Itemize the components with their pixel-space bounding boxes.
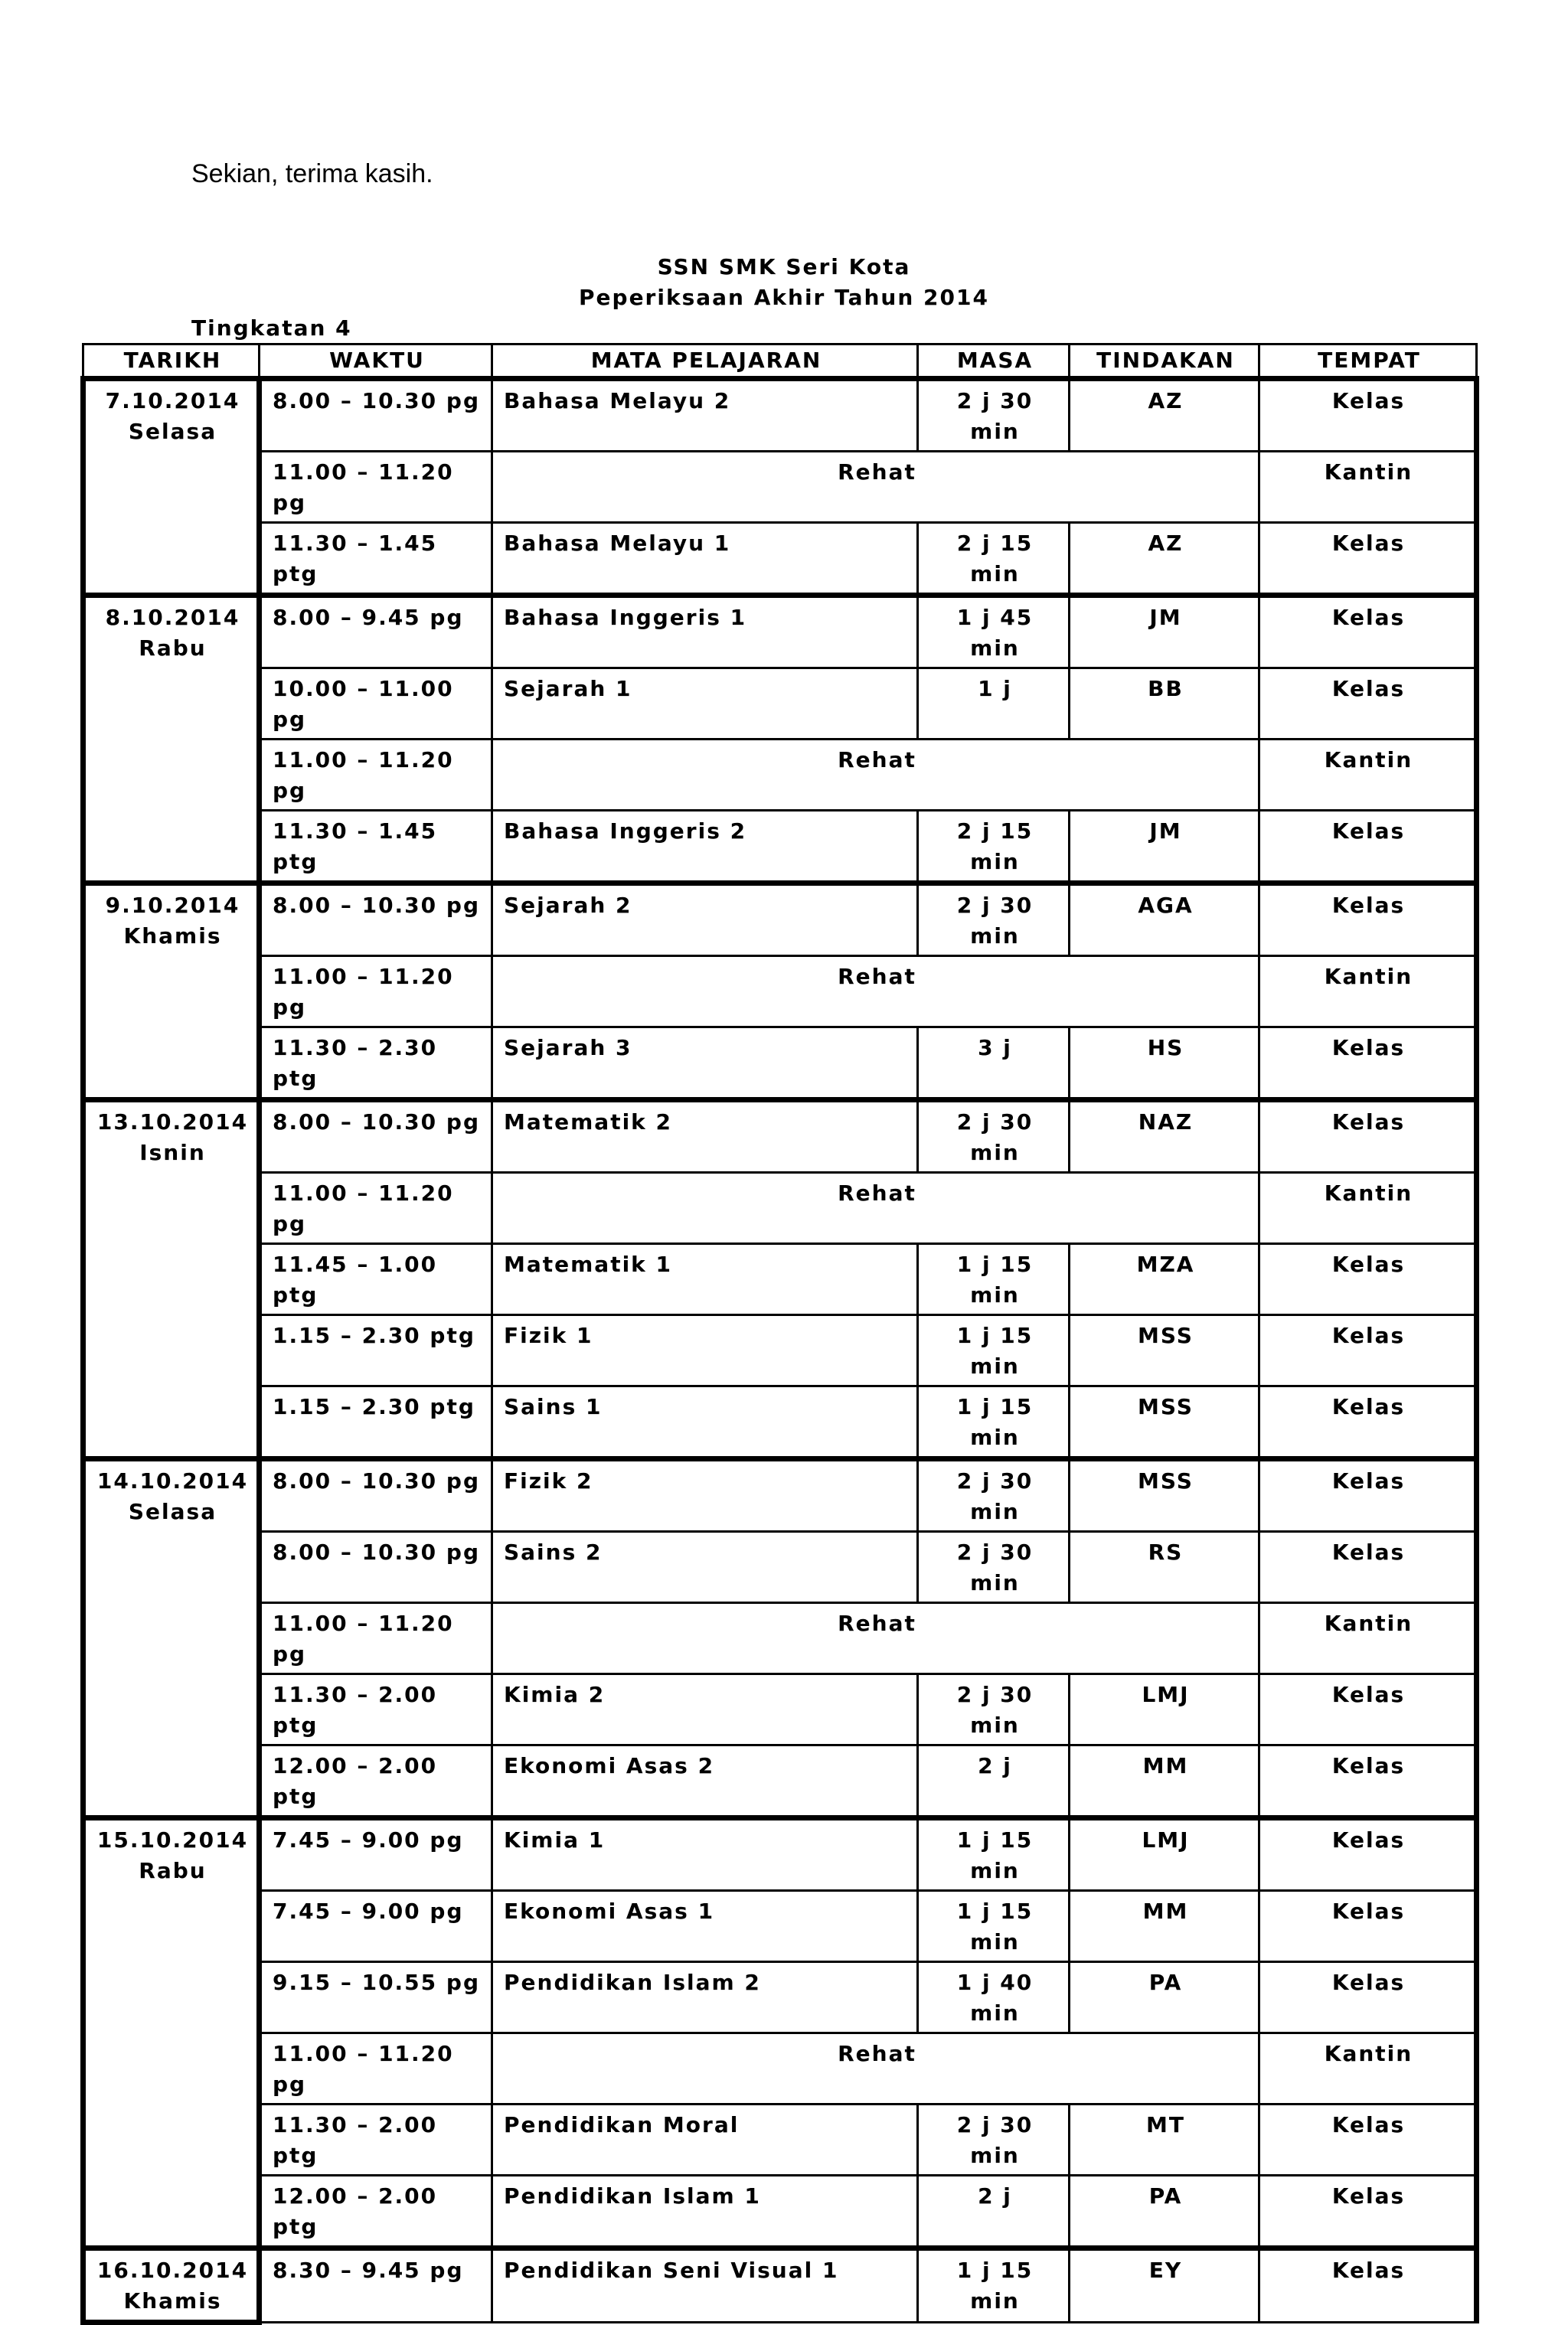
time-cell: 11.00 – 11.20 pg (260, 1173, 492, 1244)
duration-cell: 2 j 30 min (918, 1459, 1070, 1532)
time-cell: 11.30 – 2.00 ptg (260, 2105, 492, 2176)
subject-cell: Pendidikan Seni Visual 1 (492, 2248, 918, 2323)
invigilator-cell: MSS (1070, 1459, 1259, 1532)
date-cell (83, 2248, 260, 2323)
duration-cell: 2 j 15 min (918, 811, 1070, 883)
subject-cell: Bahasa Melayu 1 (492, 523, 918, 596)
break-cell: Rehat (492, 1173, 1259, 1244)
table-row (83, 1603, 1477, 1674)
header-tindakan: TINDAKAN (1070, 345, 1259, 379)
table-row (83, 2105, 1477, 2176)
subject-cell: Fizik 2 (492, 1459, 918, 1532)
subject-cell: Sains 2 (492, 1532, 918, 1603)
exam-day: Rabu (139, 1858, 207, 1883)
time-cell: 8.00 – 10.30 pg (260, 1100, 492, 1173)
exam-day: Rabu (139, 635, 207, 661)
table-row (83, 1532, 1477, 1603)
time-cell: 11.30 – 2.00 ptg (260, 1674, 492, 1745)
subject-cell: Pendidikan Islam 2 (492, 1962, 918, 2033)
venue-cell: Kelas (1259, 1244, 1477, 1315)
header-tarikh: TARIKH (83, 345, 260, 379)
table-row (83, 2176, 1477, 2248)
venue-cell: Kelas (1259, 1891, 1477, 1962)
date-cell (83, 596, 260, 883)
venue-cell: Kelas (1259, 1532, 1477, 1603)
exam-day: Isnin (139, 1140, 206, 1165)
subject-cell: Sejarah 3 (492, 1027, 918, 1100)
invigilator-cell: MM (1070, 1745, 1259, 1818)
subject-cell: Pendidikan Moral (492, 2105, 918, 2176)
invigilator-cell: AZ (1070, 379, 1259, 452)
duration-cell: 1 j 45 min (918, 596, 1070, 668)
table-row (83, 811, 1477, 883)
duration-cell: 1 j 15 min (918, 2248, 1070, 2323)
venue-cell: Kelas (1259, 1027, 1477, 1100)
date-cell (83, 379, 260, 596)
exam-day: Khamis (123, 923, 222, 949)
duration-cell: 2 j 30 min (918, 883, 1070, 956)
date-cell (83, 883, 260, 1100)
invigilator-cell: PA (1070, 2176, 1259, 2248)
break-cell: Rehat (492, 740, 1259, 811)
table-row (83, 1962, 1477, 2033)
header-masa: MASA (918, 345, 1070, 379)
form-label: Tingkatan 4 (191, 315, 352, 341)
exam-date: 8.10.2014 (105, 605, 240, 630)
time-cell: 8.00 – 10.30 pg (260, 1459, 492, 1532)
invigilator-cell: LMJ (1070, 1818, 1259, 1891)
time-cell: 11.00 – 11.20 pg (260, 452, 492, 523)
school-name: SSN SMK Seri Kota (657, 254, 911, 279)
time-cell: 12.00 – 2.00 ptg (260, 1745, 492, 1818)
time-cell: 7.45 – 9.00 pg (260, 1818, 492, 1891)
time-cell: 8.00 – 9.45 pg (260, 596, 492, 668)
invigilator-cell: MSS (1070, 1315, 1259, 1386)
duration-cell: 3 j (918, 1027, 1070, 1100)
table-row (83, 523, 1477, 596)
venue-cell: Kantin (1259, 2033, 1477, 2105)
venue-cell: Kelas (1259, 523, 1477, 596)
subject-cell: Sejarah 2 (492, 883, 918, 956)
table-row (83, 1459, 1477, 1532)
exam-date: 9.10.2014 (105, 893, 240, 918)
table-row (83, 1244, 1477, 1315)
header-row (83, 345, 1477, 379)
header-mata-pelajaran: MATA PELAJARAN (492, 345, 918, 379)
venue-cell: Kantin (1259, 1603, 1477, 1674)
subject-cell: Pendidikan Islam 1 (492, 2176, 918, 2248)
break-cell: Rehat (492, 452, 1259, 523)
venue-cell: Kelas (1259, 2105, 1477, 2176)
invigilator-cell: MM (1070, 1891, 1259, 1962)
invigilator-cell: MT (1070, 2105, 1259, 2176)
table-row (83, 2033, 1477, 2105)
venue-cell: Kelas (1259, 2248, 1477, 2323)
table-row (83, 2248, 1477, 2323)
subject-cell: Kimia 1 (492, 1818, 918, 1891)
table-row (83, 1100, 1477, 1173)
header-tempat: TEMPAT (1259, 345, 1477, 379)
time-cell: 8.30 – 9.45 pg (260, 2248, 492, 2323)
duration-cell: 2 j 30 min (918, 379, 1070, 452)
venue-cell: Kelas (1259, 668, 1477, 740)
table-row (83, 740, 1477, 811)
invigilator-cell: NAZ (1070, 1100, 1259, 1173)
exam-day: Selasa (128, 1499, 217, 1524)
time-cell: 8.00 – 10.30 pg (260, 883, 492, 956)
table-row (83, 1891, 1477, 1962)
time-cell: 11.45 – 1.00 ptg (260, 1244, 492, 1315)
time-cell: 11.00 – 11.20 pg (260, 956, 492, 1027)
date-cell (83, 1100, 260, 1459)
duration-cell: 1 j 15 min (918, 1386, 1070, 1459)
exam-day: Selasa (128, 419, 217, 444)
exam-schedule-table (80, 343, 1479, 2325)
duration-cell: 2 j 15 min (918, 523, 1070, 596)
table-row (83, 883, 1477, 956)
venue-cell: Kelas (1259, 2176, 1477, 2248)
subject-cell: Bahasa Melayu 2 (492, 379, 918, 452)
duration-cell: 1 j (918, 668, 1070, 740)
time-cell: 1.15 – 2.30 ptg (260, 1386, 492, 1459)
venue-cell: Kantin (1259, 452, 1477, 523)
table-row (83, 956, 1477, 1027)
duration-cell: 2 j (918, 1745, 1070, 1818)
date-cell (83, 1459, 260, 1818)
subject-cell: Ekonomi Asas 2 (492, 1745, 918, 1818)
venue-cell: Kelas (1259, 1315, 1477, 1386)
venue-cell: Kelas (1259, 1818, 1477, 1891)
time-cell: 10.00 – 11.00 pg (260, 668, 492, 740)
time-cell: 11.00 – 11.20 pg (260, 2033, 492, 2105)
break-cell: Rehat (492, 2033, 1259, 2105)
exam-day: Khamis (123, 2288, 222, 2314)
venue-cell: Kelas (1259, 1459, 1477, 1532)
invigilator-cell: AGA (1070, 883, 1259, 956)
duration-cell: 1 j 40 min (918, 1962, 1070, 2033)
invigilator-cell: EY (1070, 2248, 1259, 2323)
invigilator-cell: HS (1070, 1027, 1259, 1100)
subject-cell: Sejarah 1 (492, 668, 918, 740)
table-row (83, 1386, 1477, 1459)
duration-cell: 2 j 30 min (918, 1532, 1070, 1603)
venue-cell: Kelas (1259, 596, 1477, 668)
time-cell: 1.15 – 2.30 ptg (260, 1315, 492, 1386)
invigilator-cell: JM (1070, 596, 1259, 668)
time-cell: 9.15 – 10.55 pg (260, 1962, 492, 2033)
exam-date: 7.10.2014 (105, 388, 240, 413)
venue-cell: Kelas (1259, 1386, 1477, 1459)
venue-cell: Kelas (1259, 1674, 1477, 1745)
invigilator-cell: JM (1070, 811, 1259, 883)
exam-title: Peperiksaan Akhir Tahun 2014 (579, 285, 989, 310)
table-row (83, 596, 1477, 668)
time-cell: 11.00 – 11.20 pg (260, 1603, 492, 1674)
duration-cell: 1 j 15 min (918, 1891, 1070, 1962)
duration-cell: 1 j 15 min (918, 1818, 1070, 1891)
time-cell: 8.00 – 10.30 pg (260, 379, 492, 452)
venue-cell: Kantin (1259, 956, 1477, 1027)
table-row (83, 1027, 1477, 1100)
invigilator-cell: MZA (1070, 1244, 1259, 1315)
schedule-body (83, 379, 1477, 2323)
table-row (83, 1173, 1477, 1244)
table-row (83, 1745, 1477, 1818)
table-row (83, 668, 1477, 740)
time-cell: 11.30 – 1.45 ptg (260, 523, 492, 596)
table-row (83, 1818, 1477, 1891)
venue-cell: Kelas (1259, 883, 1477, 956)
subject-cell: Bahasa Inggeris 1 (492, 596, 918, 668)
venue-cell: Kantin (1259, 740, 1477, 811)
exam-date: 16.10.2014 (96, 2258, 249, 2283)
invigilator-cell: AZ (1070, 523, 1259, 596)
break-cell: Rehat (492, 956, 1259, 1027)
venue-cell: Kelas (1259, 379, 1477, 452)
duration-cell: 1 j 15 min (918, 1244, 1070, 1315)
venue-cell: Kelas (1259, 1745, 1477, 1818)
venue-cell: Kelas (1259, 1962, 1477, 2033)
subject-cell: Ekonomi Asas 1 (492, 1891, 918, 1962)
invigilator-cell: LMJ (1070, 1674, 1259, 1745)
duration-cell: 1 j 15 min (918, 1315, 1070, 1386)
time-cell: 8.00 – 10.30 pg (260, 1532, 492, 1603)
break-cell: Rehat (492, 1603, 1259, 1674)
subject-cell: Bahasa Inggeris 2 (492, 811, 918, 883)
subject-cell: Sains 1 (492, 1386, 918, 1459)
duration-cell: 2 j 30 min (918, 1100, 1070, 1173)
subject-cell: Matematik 2 (492, 1100, 918, 1173)
subject-cell: Kimia 2 (492, 1674, 918, 1745)
invigilator-cell: MSS (1070, 1386, 1259, 1459)
invigilator-cell: BB (1070, 668, 1259, 740)
time-cell: 11.30 – 2.30 ptg (260, 1027, 492, 1100)
time-cell: 11.00 – 11.20 pg (260, 740, 492, 811)
venue-cell: Kelas (1259, 1100, 1477, 1173)
venue-cell: Kelas (1259, 811, 1477, 883)
time-cell: 7.45 – 9.00 pg (260, 1891, 492, 1962)
invigilator-cell: RS (1070, 1532, 1259, 1603)
table-row (83, 1315, 1477, 1386)
time-cell: 11.30 – 1.45 ptg (260, 811, 492, 883)
exam-date: 15.10.2014 (96, 1827, 249, 1853)
exam-date: 13.10.2014 (96, 1109, 249, 1135)
subject-cell: Matematik 1 (492, 1244, 918, 1315)
date-cell (83, 1818, 260, 2248)
table-row (83, 1674, 1477, 1745)
closing-line: Sekian, terima kasih. (191, 159, 433, 188)
table-row (83, 452, 1477, 523)
venue-cell: Kantin (1259, 1173, 1477, 1244)
duration-cell: 2 j 30 min (918, 2105, 1070, 2176)
exam-date: 14.10.2014 (96, 1468, 249, 1494)
duration-cell: 2 j (918, 2176, 1070, 2248)
header-waktu: WAKTU (260, 345, 492, 379)
duration-cell: 2 j 30 min (918, 1674, 1070, 1745)
time-cell: 12.00 – 2.00 ptg (260, 2176, 492, 2248)
table-row (83, 379, 1477, 452)
subject-cell: Fizik 1 (492, 1315, 918, 1386)
invigilator-cell: PA (1070, 1962, 1259, 2033)
